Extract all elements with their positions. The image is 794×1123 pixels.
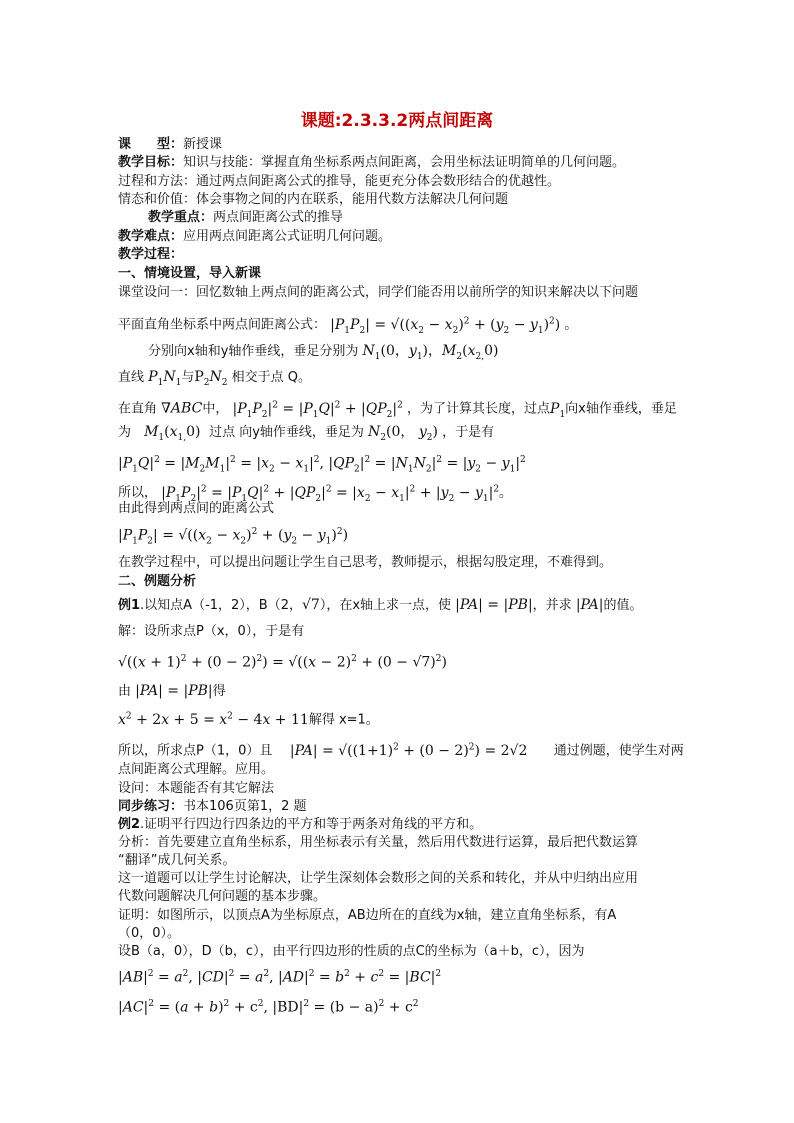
distance-formula: $|P_1P_2| = √((x_2 - x_2)^2 + (y_2 - y_1)^2)$ [330, 316, 561, 336]
foot-m1: $M_1(x_{1,}0)$ [144, 424, 205, 443]
result-line [118, 739, 684, 760]
example1-line [118, 597, 643, 614]
teaching-goal-text: 知识与技能：掌握直角坐标系两点间距离，会用坐标法证明简单的几何问题。 [183, 155, 626, 170]
sum-formula: $|P_1P_2|^2 = |P_1Q|^2 + |QP_2|^2 = |x_2 - x_1|^2 + |y_2 - y_1|^2$ [161, 484, 500, 504]
example1-text-c: ，并求 [532, 598, 572, 613]
analysis-line-2: “翻译”成几何关系。 [118, 853, 236, 868]
triangle-symbol: ∇ABC [161, 400, 203, 417]
difficulty-label: 教学难点： [118, 229, 184, 244]
result-text-a: 所以，所求点P（1，0）且 [118, 743, 273, 759]
get-text: 得 [212, 684, 226, 699]
by-line [118, 683, 226, 700]
example1-label: 例1 [118, 598, 141, 613]
solution-line: 解：设所求点P（x，0），于是有 [118, 624, 305, 639]
difficulty-text: 应用两点间距离公式证明几何问题。 [183, 229, 392, 244]
practice-line [118, 799, 307, 815]
by-formula: |PA| = |PB| [135, 683, 213, 699]
result-text-b: 通过例题，使学生对两 [553, 743, 684, 759]
pythagoras-formula: $|P_1P_2|^2 = |P_1Q|^2 + |QP_2|^2$ [232, 400, 403, 420]
intersection-text-c: 相交于点 Q。 [231, 370, 311, 385]
sqrt7: √7 [302, 597, 320, 613]
formula-prefix: 平面直角坐标系中两点间距离公式： [118, 317, 327, 333]
foot-line [118, 424, 494, 446]
triangle-text-d: 向x轴作垂线，垂足 [565, 401, 677, 417]
triangle-text-c: ，为了计算其长度，过点 [407, 401, 551, 417]
so-text: 所以， [118, 485, 158, 501]
example1-text-a: .以知点A（-1，2），B（2， [140, 598, 302, 613]
result-line-2: 点间距离公式理解。应用。 [118, 762, 275, 777]
proof-line-2: （0，0）。 [118, 926, 181, 941]
example2-line [118, 817, 482, 833]
key-point-label: 教学重点： [148, 210, 214, 225]
solve-text: 解得 x=1。 [308, 712, 379, 728]
key-point-text: 两点间距离公式的推导 [213, 210, 344, 225]
pa-value-formula: $|PA| = √((1+1)^2 + (0 - 2)^2) = 2√2$ [276, 742, 550, 759]
practice-text: 书本106页第1，2 题 [183, 799, 307, 814]
practice-label: 同步练习： [118, 799, 184, 814]
emotion-value-line: 情态和价值：体会事物之间的内在联系，能用代数方法解决几何问题 [118, 192, 509, 207]
equation-sqrt: $√((x + 1)^2 + (0 - 2)^2) = √((x - 2)^2 + (0 - √7)^2)$ [118, 654, 447, 671]
proof-line-1: 证明：如图所示，以顶点A为坐标原点，AB边所在的直线为x轴，建立直角坐标系，有A [118, 908, 617, 923]
quadratic-line [118, 708, 379, 729]
final-distance-formula: $|P_1P_2| = √((x_2 - x_2)^2 + (y_2 - y_1)^2)$ [118, 527, 349, 547]
by-text: 由 [118, 684, 132, 699]
teaching-process-label: 教学过程： [118, 247, 184, 262]
teaching-goal-line [118, 155, 625, 171]
example2-label: 例2 [118, 817, 141, 832]
pa-equals-pb: |PA| = |PB| [455, 597, 533, 613]
triangle-text-b: 中， [202, 401, 229, 417]
intersection-text-a: 直线 [118, 370, 145, 385]
proof-line-3: 设B（a，0），D（b，c），由平行四边形的性质的点C的坐标为（a＋b，c），因为 [118, 944, 585, 959]
section1-intro: 课堂设问一：回忆数轴上两点间的距离公式，同学们能否用以前所学的知识来解决以下问题 [118, 285, 639, 300]
right-triangle-line [118, 397, 677, 422]
intersection-text-b: 与 [181, 370, 195, 385]
foot-n2: $N_2(0$， $y_2$) [368, 424, 438, 443]
foot-text-a: 为 [118, 425, 132, 440]
summary-line-2: 代数问题解决几何问题的基本步骤。 [118, 889, 327, 904]
question-line: 设问：本题能否有其它解法 [118, 781, 275, 796]
teaching-note: 在教学过程中，可以提出问题让学生自己思考，教师提示，根据勾股定理，不难得到。 [118, 555, 613, 570]
distance-components-formula: $|P_1Q|^2 = |M_2M_1|^2 = |x_2 - x_1|^2$, $|QP_2|^2 = |N_1N_2|^2 = |y_2 - y_1|^2$ [118, 455, 526, 475]
teaching-goal-label: 教学目标： [118, 155, 184, 170]
side-lengths-formula: $|AB|^2 = a^2$, $|CD|^2 = a^2$, $|AD|^2 = b^2 + c^2 = |BC|^2$ [118, 969, 442, 986]
pa-abs: |PA| [575, 597, 604, 613]
course-type-label: 课 型： [118, 137, 184, 152]
foot-text-b: 过点 向y轴作垂线，垂足为 [209, 425, 364, 440]
intersection-line [118, 369, 311, 391]
perpendicular-text: 分别向x轴和y轴作垂线，垂足分别为 [148, 344, 359, 359]
point-p1: $P_1$ [550, 400, 566, 420]
analysis-line-1: 分析：首先要建立直角坐标系，用坐标表示有关量，然后用代数进行运算，最后把代数运算 [118, 835, 639, 850]
perpendicular-line [148, 343, 498, 365]
quadratic-equation: $x^2 + 2x + 5 = x^2 - 4x + 11$ [118, 711, 309, 728]
summary-line-1: 这一道题可以让学生讨论解决，让学生深刻体会数形之间的关系和转化，并从中归纳出应用 [118, 871, 639, 886]
example2-text: .证明平行四边行四条边的平方和等于两条对角线的平方和。 [140, 817, 483, 832]
section2-heading: 二、例题分析 [118, 574, 197, 589]
foot-text-c: ，于是有 [442, 425, 495, 440]
course-type-line [118, 137, 222, 153]
derive-line: 由此得到两点间的距离公式 [118, 501, 275, 516]
process-method-line: 过程和方法：通过两点间距离公式的推导，能更充分体会数形结合的优越性。 [118, 174, 561, 189]
line-p1n1: $P_1N_1$ [148, 369, 182, 388]
distance-formula-line: 平面直角坐标系中两点间距离公式： $|P_1P_2| = √((x_2 - x_2)^2 + (y_2 - y_1)^2)$ 。 [118, 316, 578, 336]
diagonal-formula: $|AC|^2 = (a + b)^2 + c^2$, $|BD|^2 = (b - a)^2 + c^2$ [118, 999, 419, 1016]
line-p2n2: $P_2N_2$ [194, 369, 228, 388]
example1-text-d: 的值。 [603, 598, 643, 613]
triangle-text-a: 在直角 [118, 401, 158, 417]
page-title: 课题:2.3.3.2两点间距离 [300, 111, 494, 131]
section1-heading: 一、情境设置，导入新课 [118, 266, 262, 281]
course-type-value: 新授课 [183, 137, 223, 152]
example1-text-b: ），在x轴上求一点，使 [319, 598, 452, 613]
foot-points: $N_1(0$，$y_1$)，$M_2(x_{2,}0)$ [362, 343, 499, 362]
key-point-line [148, 210, 343, 226]
difficulty-line [118, 229, 391, 245]
so-line: 所以， $|P_1P_2|^2 = |P_1Q|^2 + |QP_2|^2 = |x_2 - x_1|^2 + |y_2 - y_1|^2$。 [118, 484, 513, 504]
